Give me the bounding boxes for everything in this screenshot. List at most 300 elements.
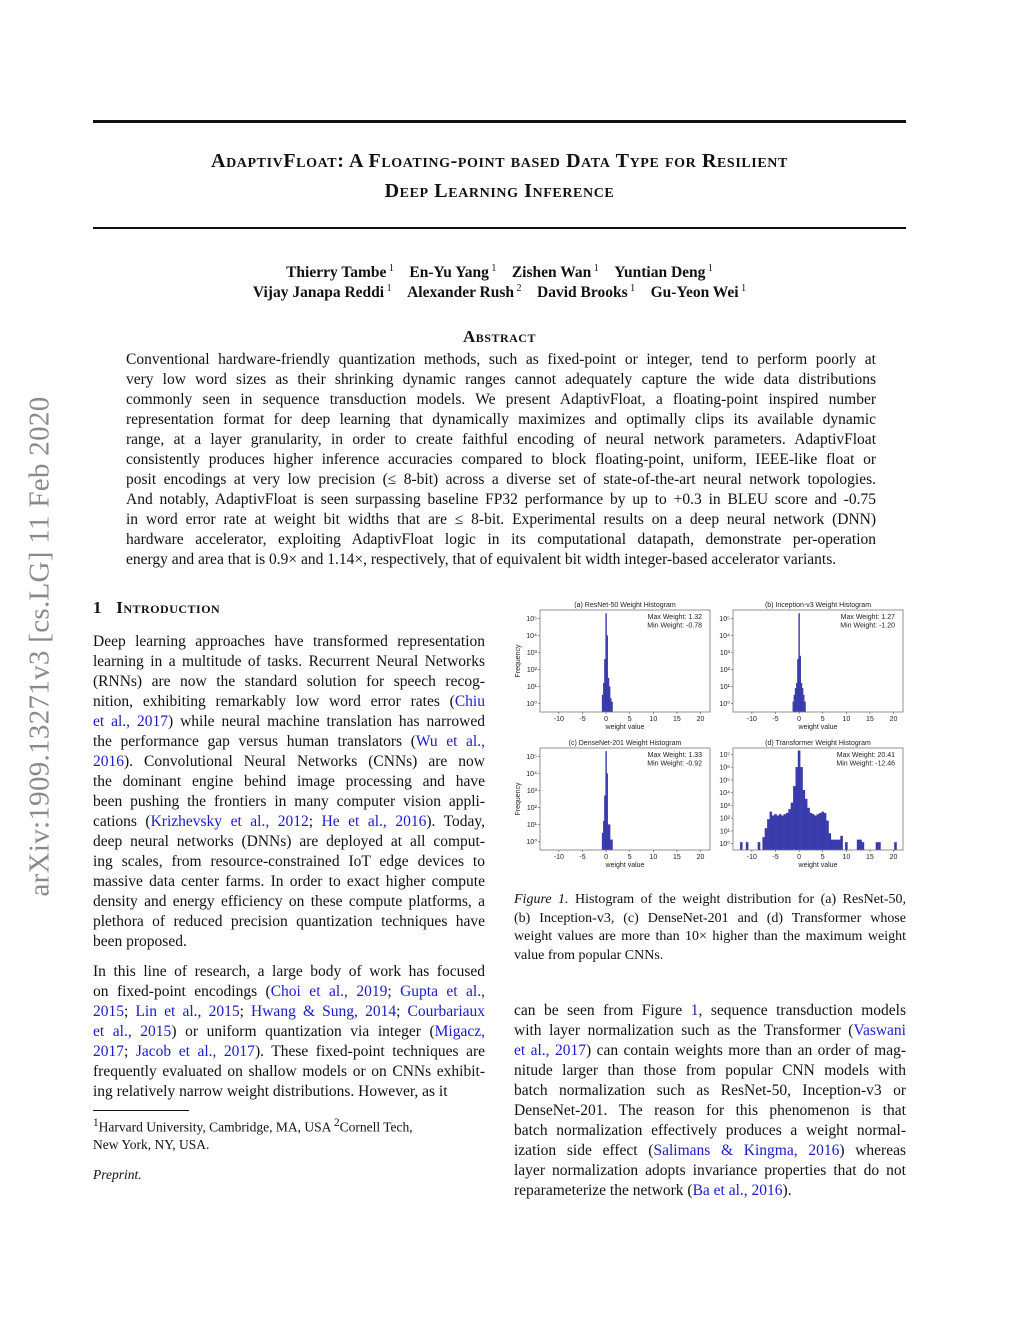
text-line: [93, 652, 485, 672]
x-tick-label: 15: [866, 716, 874, 723]
abstract-text: [126, 350, 876, 570]
histogram-bar: [758, 842, 760, 850]
x-tick-label: 0: [604, 854, 609, 861]
text-line: [93, 1002, 485, 1022]
citation-link[interactable]: 2017: [93, 1043, 124, 1060]
histogram-bar: [602, 833, 603, 850]
caption-text: (b) Inception-v3, (c) DenseNet-201 and (d) Transformer whose: [514, 910, 906, 926]
x-tick-label: 5: [820, 716, 825, 723]
histogram-bar: [770, 812, 772, 850]
y-tick-label: 10⁰: [719, 841, 730, 849]
y-tick-label: 10⁴: [526, 771, 537, 778]
text-segment: in word error rate at weight bit widths that are ≤ 8-bit. Experimental results on a deep neural network (DNN): [126, 511, 876, 528]
histogram-bar: [796, 683, 797, 712]
citation-link[interactable]: et al., 2015: [93, 1023, 172, 1040]
text-line: [93, 752, 485, 772]
y-tick-label: 10⁴: [719, 790, 730, 798]
x-tick-label: -10: [553, 716, 564, 723]
paper-title-line-1: AdaptivFloat: A Floating-point based Data Type for Resilient: [211, 150, 788, 172]
histogram-bar: [772, 816, 774, 850]
histogram-bar: [611, 840, 612, 850]
histogram-bar: [746, 842, 748, 850]
text-segment: consistently produces higher inference accuracies compared to block floating-point, uniform, IEEE-like float or: [126, 451, 876, 468]
citation-link[interactable]: Wu et al.,: [415, 733, 485, 750]
text-line: [514, 1081, 906, 1101]
text-segment: In this line of research, a large body of work has focused: [93, 963, 485, 980]
histogram-bar: [767, 819, 769, 850]
x-tick-label: 0: [604, 716, 609, 723]
caption-line: [514, 928, 906, 947]
y-tick-label: 10⁴: [526, 633, 537, 640]
y-tick-label: 10⁵: [719, 777, 730, 785]
text-segment: learning in a multitude of tasks. Recurrent Neural Networks: [93, 653, 485, 670]
text-segment: can be seen from Figure: [514, 1002, 691, 1019]
text-segment: massive data center farms. In order to exact higher compute: [93, 873, 485, 890]
y-tick-label: 10⁶: [719, 764, 730, 772]
text-line: [93, 832, 485, 852]
x-axis-label: weight value: [605, 862, 645, 869]
histogram-bar: [604, 796, 605, 850]
x-tick-label: -5: [772, 716, 779, 723]
y-tick-label: 10³: [526, 650, 537, 657]
y-tick-label: 10²: [719, 815, 730, 823]
text-segment: energy and area that is 0.9× and 1.14×, respectively, that of equivalent bit width integer-based accelerator variants.: [126, 551, 837, 568]
histogram-bar: [801, 683, 802, 712]
histogram-bar: [608, 825, 609, 851]
y-tick-label: 10²: [719, 667, 730, 674]
y-tick-label: 10³: [526, 788, 537, 795]
chart-annotation: Min Weight: -1.20: [840, 622, 895, 630]
citation-link[interactable]: Migacz,: [434, 1023, 485, 1040]
author-name: Yuntian Deng: [614, 264, 706, 282]
x-tick-label: 10: [842, 716, 851, 723]
text-line: [93, 892, 485, 912]
text-segment: ;: [239, 1003, 252, 1020]
text-line: [126, 450, 876, 470]
histogram-bar: [859, 840, 861, 850]
x-tick-label: -5: [772, 854, 779, 861]
y-tick-label: 10²: [526, 667, 537, 674]
histogram-bar: [765, 828, 767, 850]
text-line: [514, 1001, 906, 1021]
citation-link[interactable]: He et al., 2016: [321, 813, 427, 830]
y-tick-label: 10¹: [526, 822, 537, 829]
y-tick-label: 10¹: [719, 828, 730, 836]
text-segment: plethora of reduced precision quantization techniques have: [93, 913, 485, 930]
text-line: [126, 370, 876, 390]
arxiv-identifier[interactable]: arXiv:1909.13271v3 [cs.LG] 11 Feb 2020: [23, 396, 56, 897]
text-segment: nition, exhibiting remarkably low word error rates (: [93, 693, 455, 710]
histogram-bar: [604, 659, 605, 712]
author-affiliation-mark: 1: [488, 263, 497, 274]
text-segment: posit encodings at very low precision (≤ 8-bit) across a diverse set of state-of-the-art neural network topologies.: [126, 471, 876, 488]
text-line: [126, 350, 876, 370]
text-segment: (RNNs) are now the standard solution for speech recog-: [93, 673, 485, 690]
chart-title: (b) Inception-v3 Weight Histogram: [764, 602, 872, 609]
citation-link[interactable]: 2015: [93, 1003, 124, 1020]
y-tick-label: 10¹: [526, 684, 537, 691]
text-line: [514, 1021, 906, 1041]
abstract-heading: Abstract: [463, 327, 536, 346]
text-segment: ;: [396, 1003, 408, 1020]
author-affiliation-mark: 1: [627, 283, 636, 294]
histogram-bar: [817, 814, 819, 850]
histogram-bar: [814, 816, 816, 850]
x-tick-label: 5: [820, 854, 825, 861]
footnote-aff-2: Cornell Tech,: [339, 1119, 413, 1135]
figure-1-histograms: [510, 595, 910, 875]
text-segment: ) whereas: [839, 1142, 907, 1159]
histogram-bar: [788, 809, 790, 850]
chart-annotation: Max Weight: 1.32: [647, 614, 702, 621]
histogram-bar: [611, 702, 612, 712]
histogram-bar: [606, 751, 607, 850]
text-segment: reparameterize the network (: [514, 1182, 693, 1199]
author-name: Gu-Yeon Wei: [650, 284, 739, 302]
caption-text: weight values are more than 10× higher than the maximum weight: [514, 929, 906, 944]
histogram-bar: [609, 825, 610, 851]
section-heading-introduction: [93, 598, 220, 618]
histogram-bar: [606, 613, 607, 712]
histogram-bar: [793, 786, 795, 850]
histogram-bar: [812, 814, 814, 850]
text-segment: ing relatively narrow weight distributions. However, as it: [93, 1083, 448, 1100]
author-name: Thierry Tambe: [286, 264, 387, 282]
text-line: [126, 470, 876, 490]
histogram-bar: [791, 803, 793, 850]
chart-annotation: Min Weight: -12.46: [836, 760, 895, 768]
caption-text: Histogram of the weight distribution for (a) ResNet-50,: [568, 892, 906, 907]
histogram-bar: [795, 688, 796, 712]
chart-annotation: Max Weight: 20.41: [836, 752, 895, 759]
text-segment: And notably, AdaptivFloat is seen surpassing baseline FP32 performance by up to +0.3 in BLEU score and -0.75: [126, 491, 876, 508]
text-segment: been proposed.: [93, 933, 187, 950]
x-tick-label: 10: [649, 854, 658, 861]
y-axis-label: Frequency: [515, 782, 522, 816]
histogram-bar: [610, 840, 611, 850]
histogram-bar: [607, 774, 608, 851]
y-tick-label: 10¹: [719, 684, 730, 691]
text-line: [93, 982, 485, 1002]
author-affiliation-mark: 1: [386, 263, 394, 274]
author-affiliation-mark: 1: [705, 263, 713, 274]
citation-link[interactable]: Ba et al., 2016: [692, 1182, 783, 1199]
chart-title: (d) Transformer Weight Histogram: [765, 740, 871, 747]
histogram-bar: [894, 842, 896, 850]
histogram-bar: [779, 814, 781, 850]
section-title: Introduction: [116, 598, 221, 617]
y-tick-label: 10⁰: [526, 701, 537, 708]
histogram-bar: [800, 656, 801, 712]
text-segment: ization side effect (: [514, 1142, 654, 1159]
paper-title-line-2: Deep Learning Inference: [384, 180, 615, 202]
text-segment: ) or uniform quantization via integer (: [171, 1023, 435, 1040]
text-segment: ;: [124, 1003, 136, 1020]
x-tick-label: 15: [673, 854, 681, 861]
text-segment: ). Today,: [426, 813, 485, 830]
figure-label: Figure 1.: [514, 892, 569, 907]
citation-link[interactable]: Jacob et al., 2017: [135, 1043, 255, 1060]
text-segment: on fixed-point encodings (: [93, 983, 271, 1000]
text-line: [514, 1041, 906, 1061]
text-line: [93, 1062, 485, 1082]
histogram-bar: [824, 813, 826, 850]
text-line: [93, 692, 485, 712]
top-rule: [93, 120, 906, 123]
citation-link[interactable]: 1: [690, 1002, 699, 1019]
histogram-bar: [602, 695, 603, 712]
y-tick-label: 10²: [526, 805, 537, 812]
citation-link[interactable]: Vaswani: [853, 1022, 906, 1039]
histogram-bar: [838, 840, 840, 850]
text-segment: ;: [387, 983, 401, 1000]
histogram-bar: [603, 821, 604, 850]
text-segment: the dominant engine behind image processing and have: [93, 773, 485, 790]
citation-link[interactable]: Krizhevsky et al., 2012: [150, 813, 309, 830]
histogram-bar: [802, 688, 803, 712]
caption-text: value from popular CNNs.: [514, 947, 664, 963]
citation-link[interactable]: Chiu: [454, 693, 485, 710]
text-line: [126, 510, 876, 530]
caption-line: [514, 891, 906, 910]
histogram-bar: [833, 840, 835, 850]
text-segment: hardware accelerator, exploiting AdaptivFloat logic in its computational datapath, demonstrate per-operation: [126, 531, 876, 548]
histogram-bar: [798, 751, 800, 850]
citation-link[interactable]: Hwang & Sung, 2014: [251, 1003, 397, 1020]
chart-annotation: Max Weight: 1.33: [647, 752, 702, 759]
histogram-bar: [803, 790, 805, 850]
x-axis-label: weight value: [605, 724, 645, 731]
histogram-bar: [804, 702, 805, 712]
y-tick-label: 10⁴: [719, 633, 730, 640]
histogram-bar: [878, 842, 880, 850]
text-line: [93, 732, 485, 752]
caption-line: [514, 910, 906, 929]
text-segment: deep neural networks (DNNs) are deployed at all comput-: [93, 833, 485, 850]
chart-annotation: Min Weight: -0.78: [647, 622, 702, 630]
footnote-aff-2-cont: New York, NY, USA.: [93, 1136, 210, 1152]
footnote: $^1$Harvard University, Cambridge, MA, USA $^2$Cornell Tech, New York, NY, USA.: [93, 1117, 413, 1152]
text-segment: been pushing the frontiers in many computer vision appli-: [93, 793, 485, 810]
text-line: [93, 1082, 485, 1102]
x-tick-label: 20: [696, 854, 705, 861]
histogram-bar: [807, 808, 809, 850]
histogram-bar: [603, 683, 604, 712]
histogram-bar: [803, 695, 804, 712]
histogram-bar: [826, 821, 828, 850]
text-segment: very low word sizes as their shrinking dynamic ranges cannot adequately capture the wide data distributions: [126, 371, 876, 388]
author-line-1: [93, 263, 906, 282]
x-axis-label: weight value: [798, 724, 838, 731]
text-segment: batch normalization such as ResNet-50, Inception-v3 or: [514, 1082, 906, 1099]
histogram-bar: [763, 837, 765, 850]
title-rule: [93, 227, 906, 229]
text-segment: nitude larger than those from popular CNN models with: [514, 1062, 906, 1079]
author-affiliation-mark: 1: [591, 263, 599, 274]
text-segment: Deep learning approaches have transformed representation: [93, 633, 485, 650]
histogram-bar: [857, 840, 859, 850]
histogram-bar: [740, 842, 742, 850]
footnote-rule: [93, 1110, 189, 1111]
histogram-bar: [797, 659, 798, 712]
text-segment: ) while neural machine translation has narrowed: [167, 713, 485, 730]
text-segment: layer normalization adopts invariance properties that do not: [514, 1162, 906, 1179]
text-segment: cations (: [93, 813, 151, 830]
x-tick-label: -10: [746, 854, 757, 861]
figure-caption: [514, 891, 906, 965]
text-segment: the performance gap versus human translators (: [93, 733, 416, 750]
citation-link[interactable]: et al., 2017: [514, 1042, 586, 1059]
chart-title: (c) DenseNet-201 Weight Histogram: [568, 740, 682, 747]
histogram-bar: [836, 840, 838, 850]
text-line: [126, 550, 876, 570]
histogram-bar: [781, 816, 783, 850]
text-segment: representation format for deep learning that dynamically maximizes and optimally clips its available dynamic: [126, 411, 876, 428]
histogram-bar: [607, 636, 608, 713]
y-tick-label: 10⁵: [526, 616, 537, 623]
text-line: [514, 1141, 906, 1161]
x-tick-label: 20: [696, 716, 705, 723]
footnote-aff-1: Harvard University, Cambridge, MA, USA: [98, 1119, 334, 1135]
author-affiliation-mark: 1: [384, 283, 392, 294]
text-line: [514, 1161, 906, 1181]
y-axis-label: Frequency: [515, 644, 522, 678]
x-tick-label: 20: [889, 716, 898, 723]
citation-link[interactable]: Choi et al., 2019: [270, 983, 388, 1000]
text-line: [93, 812, 485, 832]
text-line: [93, 962, 485, 982]
x-tick-label: 0: [797, 716, 802, 723]
y-tick-label: 10⁷: [719, 751, 730, 759]
x-tick-label: -5: [579, 716, 586, 723]
text-segment: with layer normalization such as the Transformer (: [514, 1022, 854, 1039]
histogram-bar: [810, 813, 812, 850]
text-line: [514, 1181, 906, 1201]
histogram-bar: [784, 814, 786, 850]
histogram-bar: [831, 840, 833, 850]
text-segment: ;: [124, 1043, 136, 1060]
histogram-bar: [876, 842, 878, 850]
y-tick-label: 10³: [719, 802, 730, 810]
text-line: [93, 852, 485, 872]
x-tick-label: 10: [649, 716, 658, 723]
author-affiliation-mark: 2: [514, 283, 522, 294]
author-name: Alexander Rush: [407, 284, 515, 302]
x-tick-label: -10: [553, 854, 564, 861]
histogram-bar: [800, 767, 802, 850]
text-line: [126, 490, 876, 510]
y-tick-label: 10³: [719, 650, 730, 657]
histogram-bar: [786, 813, 788, 850]
x-axis-label: weight value: [798, 862, 838, 869]
text-line: [93, 1042, 485, 1062]
y-tick-label: 10⁰: [719, 701, 730, 708]
text-segment: range, at a layer granularity, in order to create faithful encoding of neural network parameters. AdaptivFloat: [126, 431, 876, 448]
caption-line: [514, 947, 906, 966]
text-line: [93, 912, 485, 932]
histogram-bar: [794, 695, 795, 712]
histogram-bar: [609, 687, 610, 713]
citation-link[interactable]: Courbariaux: [407, 1003, 486, 1020]
text-line: [93, 872, 485, 892]
author-line-2: [93, 283, 906, 302]
text-segment: ) can contain weights more than an order of mag-: [585, 1042, 906, 1059]
x-tick-label: -10: [746, 716, 757, 723]
x-tick-label: 15: [673, 716, 681, 723]
histogram-bar: [777, 816, 779, 850]
histogram-bar: [793, 702, 794, 712]
histogram-bar: [610, 698, 611, 712]
text-line: [126, 410, 876, 430]
right-column-text: [514, 1001, 906, 1201]
text-segment: batch normalization effectively produces a weight normal-: [514, 1122, 906, 1139]
histogram-bar: [862, 842, 864, 850]
chart-annotation: Min Weight: -0.92: [647, 760, 702, 768]
text-segment: ). These fixed-point techniques are: [254, 1043, 485, 1060]
text-line: [93, 932, 485, 952]
text-line: [126, 530, 876, 550]
section-number: 1: [93, 598, 102, 617]
chart-annotation: Max Weight: 1.27: [840, 614, 895, 621]
text-line: [93, 792, 485, 812]
histogram-bar: [796, 767, 798, 850]
text-line: [514, 1101, 906, 1121]
text-segment: density and energy efficiency on these compute platforms, a: [93, 893, 485, 910]
text-segment: ). Convolutional Neural Networks (CNNs) are now: [124, 753, 485, 770]
text-line: [93, 1022, 485, 1042]
text-segment: Conventional hardware-friendly quantization methods, such as fixed-point or integer, tend to perform poorly at: [126, 351, 876, 368]
histogram-bar: [819, 813, 821, 850]
citation-link[interactable]: et al., 2017: [93, 713, 168, 730]
y-tick-label: 10⁰: [526, 839, 537, 846]
text-line: [93, 672, 485, 692]
author-name: En-Yu Yang: [409, 264, 489, 282]
text-line: [126, 430, 876, 450]
histogram-bar: [774, 814, 776, 850]
histogram-bar: [829, 833, 831, 850]
x-tick-label: 0: [797, 854, 802, 861]
citation-link[interactable]: 2016: [93, 753, 124, 770]
text-segment: ;: [308, 813, 322, 830]
text-segment: commonly seen in sequence transduction models. We present AdaptivFloat, a floating-point inspired number: [126, 391, 876, 408]
histogram-bar: [608, 678, 609, 712]
text-segment: DenseNet-201. The reason for this phenomenon is that: [514, 1102, 906, 1119]
text-line: [126, 390, 876, 410]
text-line: [93, 772, 485, 792]
text-line: [514, 1121, 906, 1141]
y-tick-label: 10⁵: [719, 616, 730, 623]
text-line: [93, 632, 485, 652]
y-tick-label: 10⁵: [526, 754, 537, 761]
preprint-label: Preprint.: [93, 1167, 142, 1182]
citation-link[interactable]: Gupta et al.,: [400, 983, 485, 1000]
citation-link[interactable]: Salimans & Kingma, 2016: [653, 1142, 840, 1159]
text-line: [514, 1061, 906, 1081]
author-name: Zishen Wan: [511, 264, 592, 282]
x-tick-label: 10: [842, 854, 851, 861]
histogram-bar: [845, 842, 847, 850]
text-segment: , sequence transduction models: [698, 1002, 906, 1019]
intro-paragraph-2: [93, 962, 485, 1102]
text-segment: frequently evaluated on shallow models or on CNNs exhibit-: [93, 1063, 485, 1080]
x-tick-label: 5: [627, 716, 632, 723]
x-tick-label: 15: [866, 854, 874, 861]
citation-link[interactable]: Lin et al., 2015: [135, 1003, 240, 1020]
author-name: David Brooks: [537, 284, 628, 302]
chart-title: (a) ResNet-50 Weight Histogram: [574, 602, 676, 609]
x-tick-label: -5: [579, 854, 586, 861]
text-segment: ing scales, from resource-constrained IoT edge devices to: [93, 853, 485, 870]
